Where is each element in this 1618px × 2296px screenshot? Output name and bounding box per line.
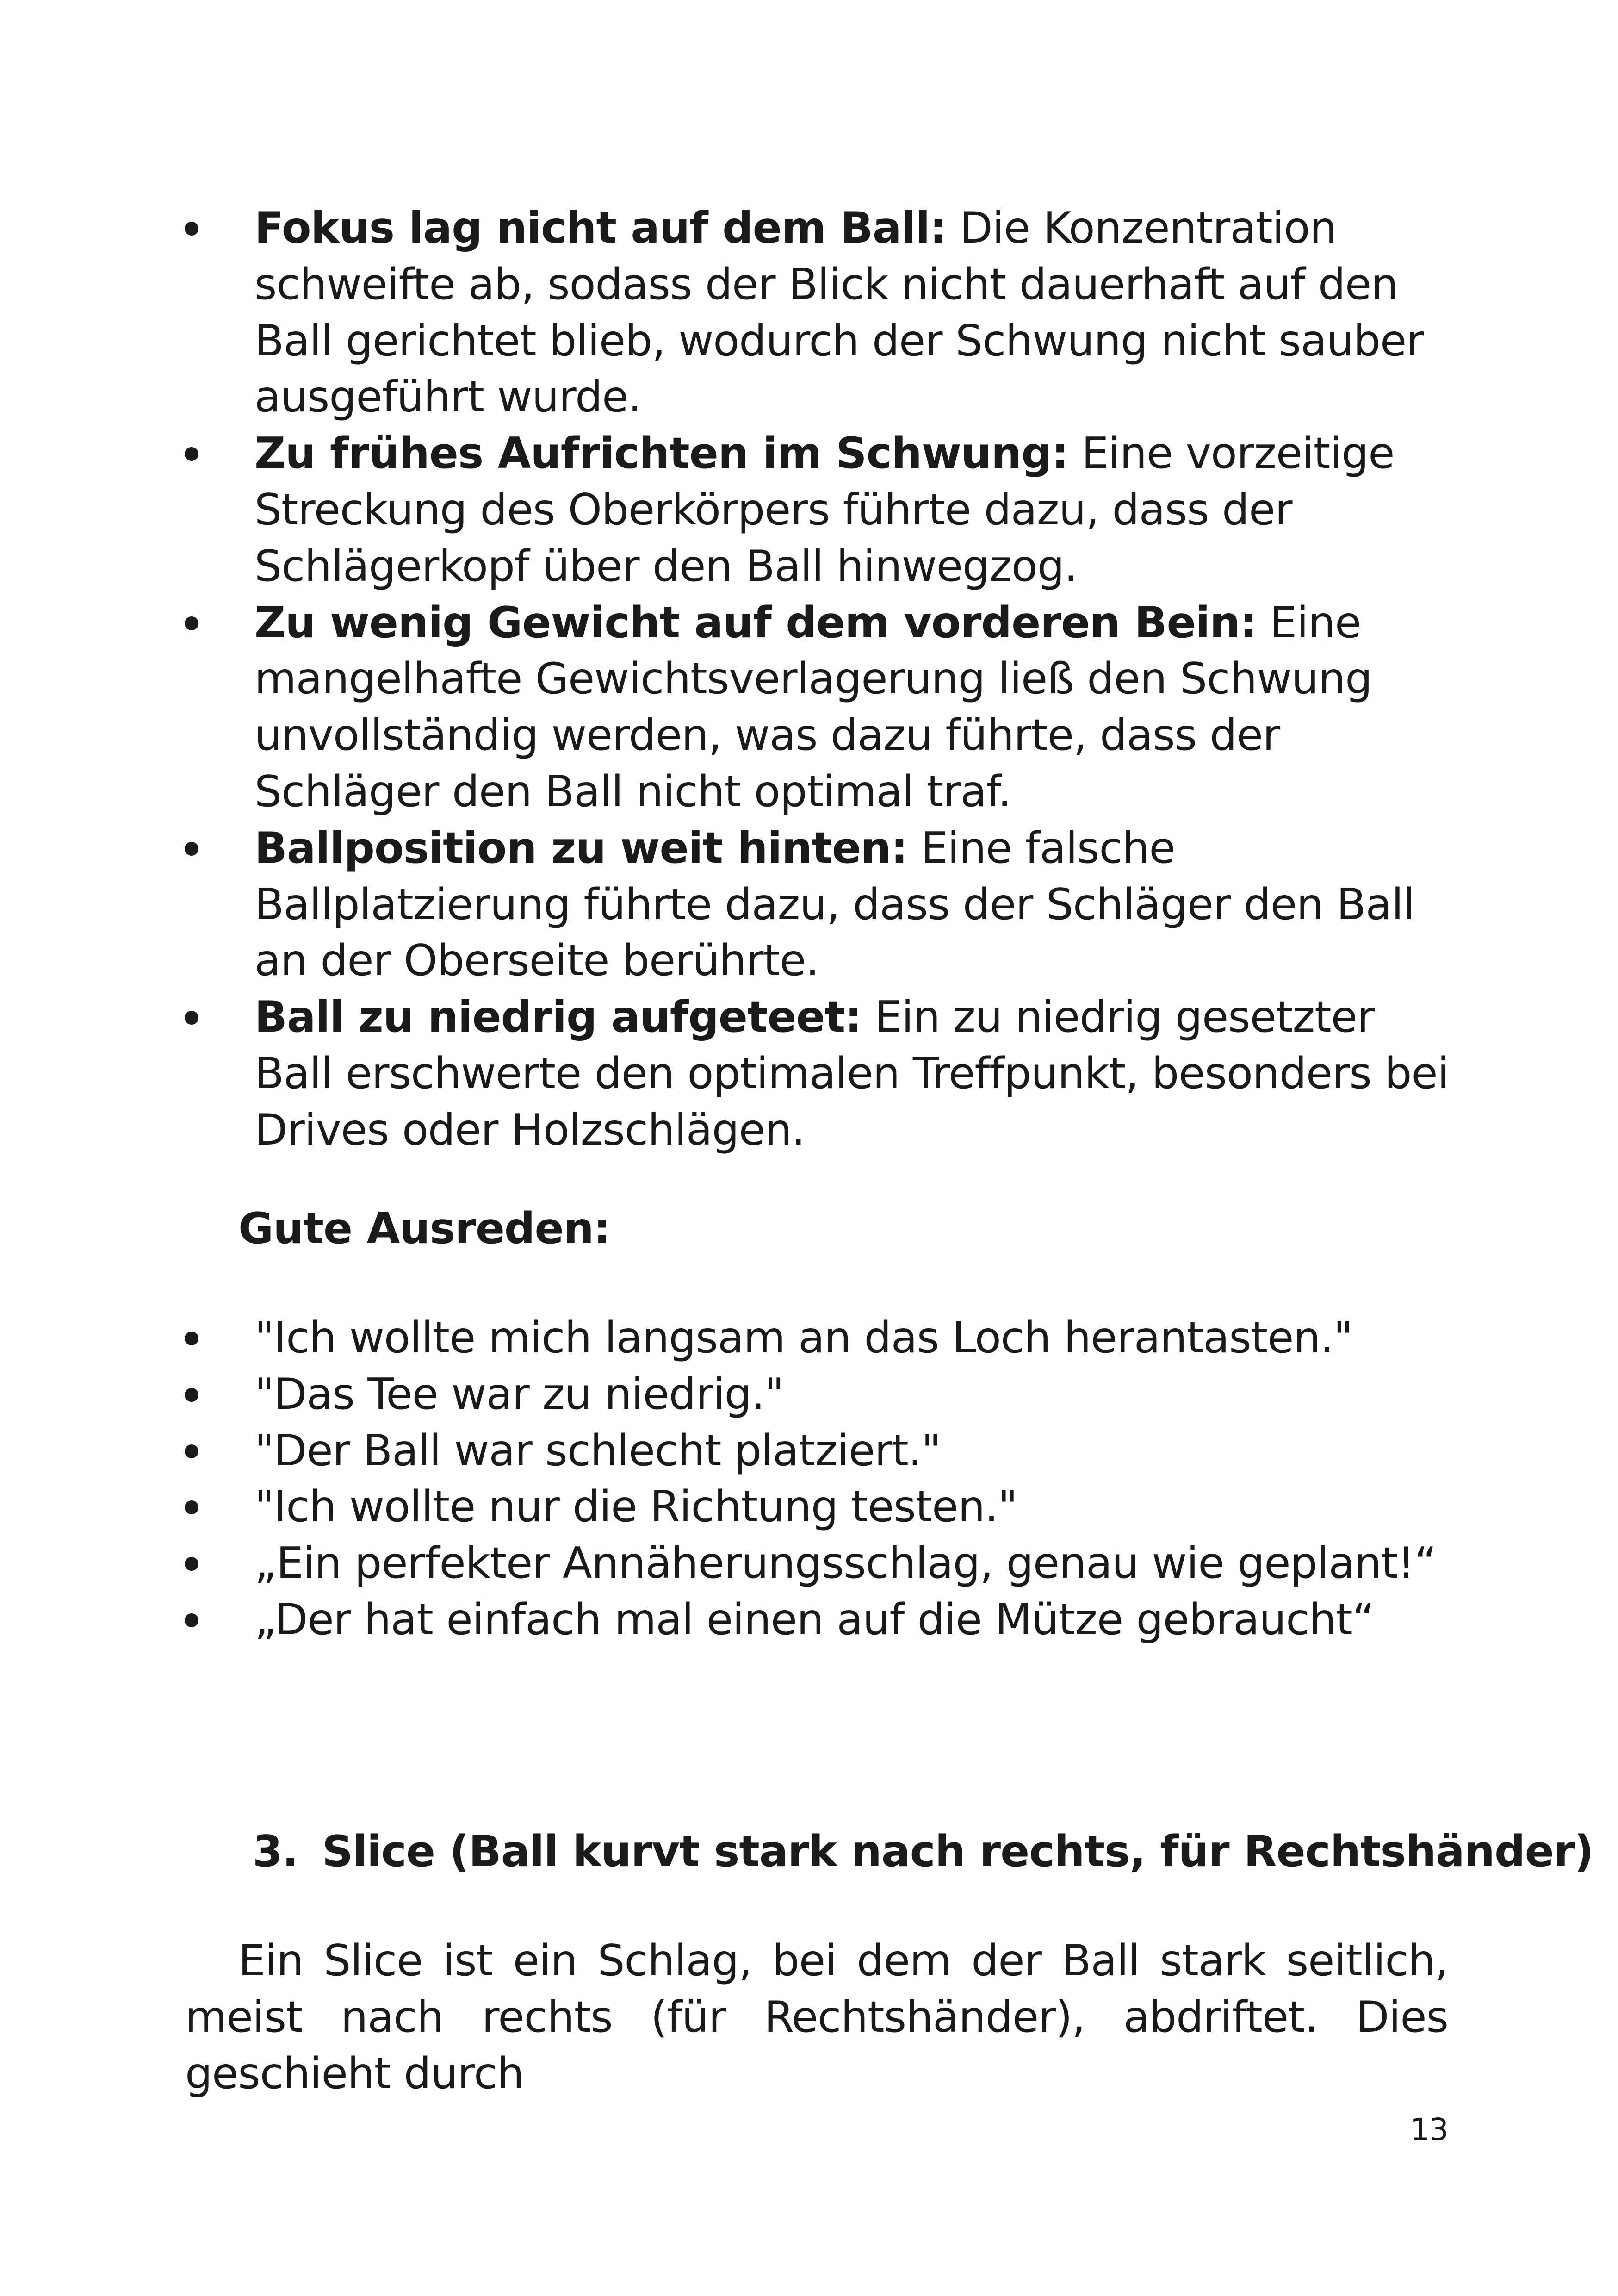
list-item	[0, 989, 1453, 1158]
item-text: Die Konzentration schweifte ab, sodass der Blick nicht dauerhaft auf den Ball gerichtet blieb, wodurch der Schwung nicht sauber ausgeführt wurde.	[254, 203, 1424, 422]
list-item	[0, 1592, 1453, 1648]
item-text: Eine mangelhafte Gewichtsverlagerung ließ den Schwung unvollständig werden, was dazu führte, dass der Schläger den Ball nicht optimal traf.	[254, 597, 1372, 816]
item-title: Ball zu niedrig aufgeteet:	[254, 992, 862, 1042]
bullet-icon	[185, 616, 198, 630]
excuse-text: "Das Tee war zu niedrig."	[254, 1369, 784, 1419]
bullet-icon	[185, 842, 198, 856]
bullet-icon	[185, 1332, 198, 1345]
list-item	[0, 1423, 1453, 1479]
bullet-icon	[185, 447, 198, 461]
bullet-icon	[185, 222, 198, 236]
list-item	[0, 1479, 1453, 1535]
excuse-text: „Ein perfekter Annäherungsschlag, genau wie geplant!“	[254, 1538, 1437, 1588]
body-paragraph: Ein Slice ist ein Schlag, bei dem der Ball stark seitlich, meist nach rechts (für Rechtshänder), abdriftet. Dies geschieht durch	[185, 1935, 1448, 2098]
item-title: Zu frühes Aufrichten im Schwung:	[254, 428, 1068, 479]
excuse-text: "Ich wollte mich langsam an das Loch herantasten."	[254, 1313, 1353, 1363]
bullet-icon	[185, 1388, 198, 1402]
list-item	[0, 1310, 1453, 1366]
list-item	[0, 595, 1453, 820]
causes-list	[0, 200, 1453, 1158]
bullet-icon	[185, 1500, 198, 1514]
list-item	[0, 425, 1453, 594]
list-item	[0, 200, 1453, 425]
list-item	[0, 1366, 1453, 1423]
item-title: Zu wenig Gewicht auf dem vorderen Bein:	[254, 597, 1257, 647]
bullet-icon	[185, 1613, 198, 1627]
bullet-icon	[185, 1557, 198, 1571]
page-number: 13	[1410, 2112, 1448, 2147]
item-title: Ballposition zu weit hinten:	[254, 822, 908, 873]
item-text: Eine falsche Ballplatzierung führte dazu, dass der Schläger den Ball an der Oberseite berührte.	[254, 822, 1415, 986]
list-item	[0, 820, 1453, 989]
item-title: Fokus lag nicht auf dem Ball:	[254, 203, 947, 253]
excuse-text: "Ich wollte nur die Richtung testen."	[254, 1481, 1017, 1532]
section-title: Slice (Ball kurvt stark nach rechts, für Rechtshänder)	[322, 1826, 1594, 1876]
item-text: Eine vorzeitige Streckung des Oberkörpers führte dazu, dass der Schlägerkopf über den Ball hinwegzog.	[254, 428, 1395, 591]
section-heading	[253, 1823, 1593, 1880]
excuses-heading: Gute Ausreden:	[238, 1203, 610, 1253]
section-number: 3.	[253, 1826, 298, 1876]
excuse-text: "Der Ball war schlecht platziert."	[254, 1425, 941, 1475]
item-text: Ein zu niedrig gesetzter Ball erschwerte den optimalen Treffpunkt, besonders bei Drives oder Holzschlägen.	[254, 992, 1449, 1155]
excuse-text: „Der hat einfach mal einen auf die Mütze gebraucht“	[254, 1594, 1374, 1644]
list-item	[0, 1535, 1453, 1592]
bullet-icon	[185, 1011, 198, 1025]
bullet-icon	[185, 1444, 198, 1458]
excuses-list	[0, 1310, 1453, 1648]
